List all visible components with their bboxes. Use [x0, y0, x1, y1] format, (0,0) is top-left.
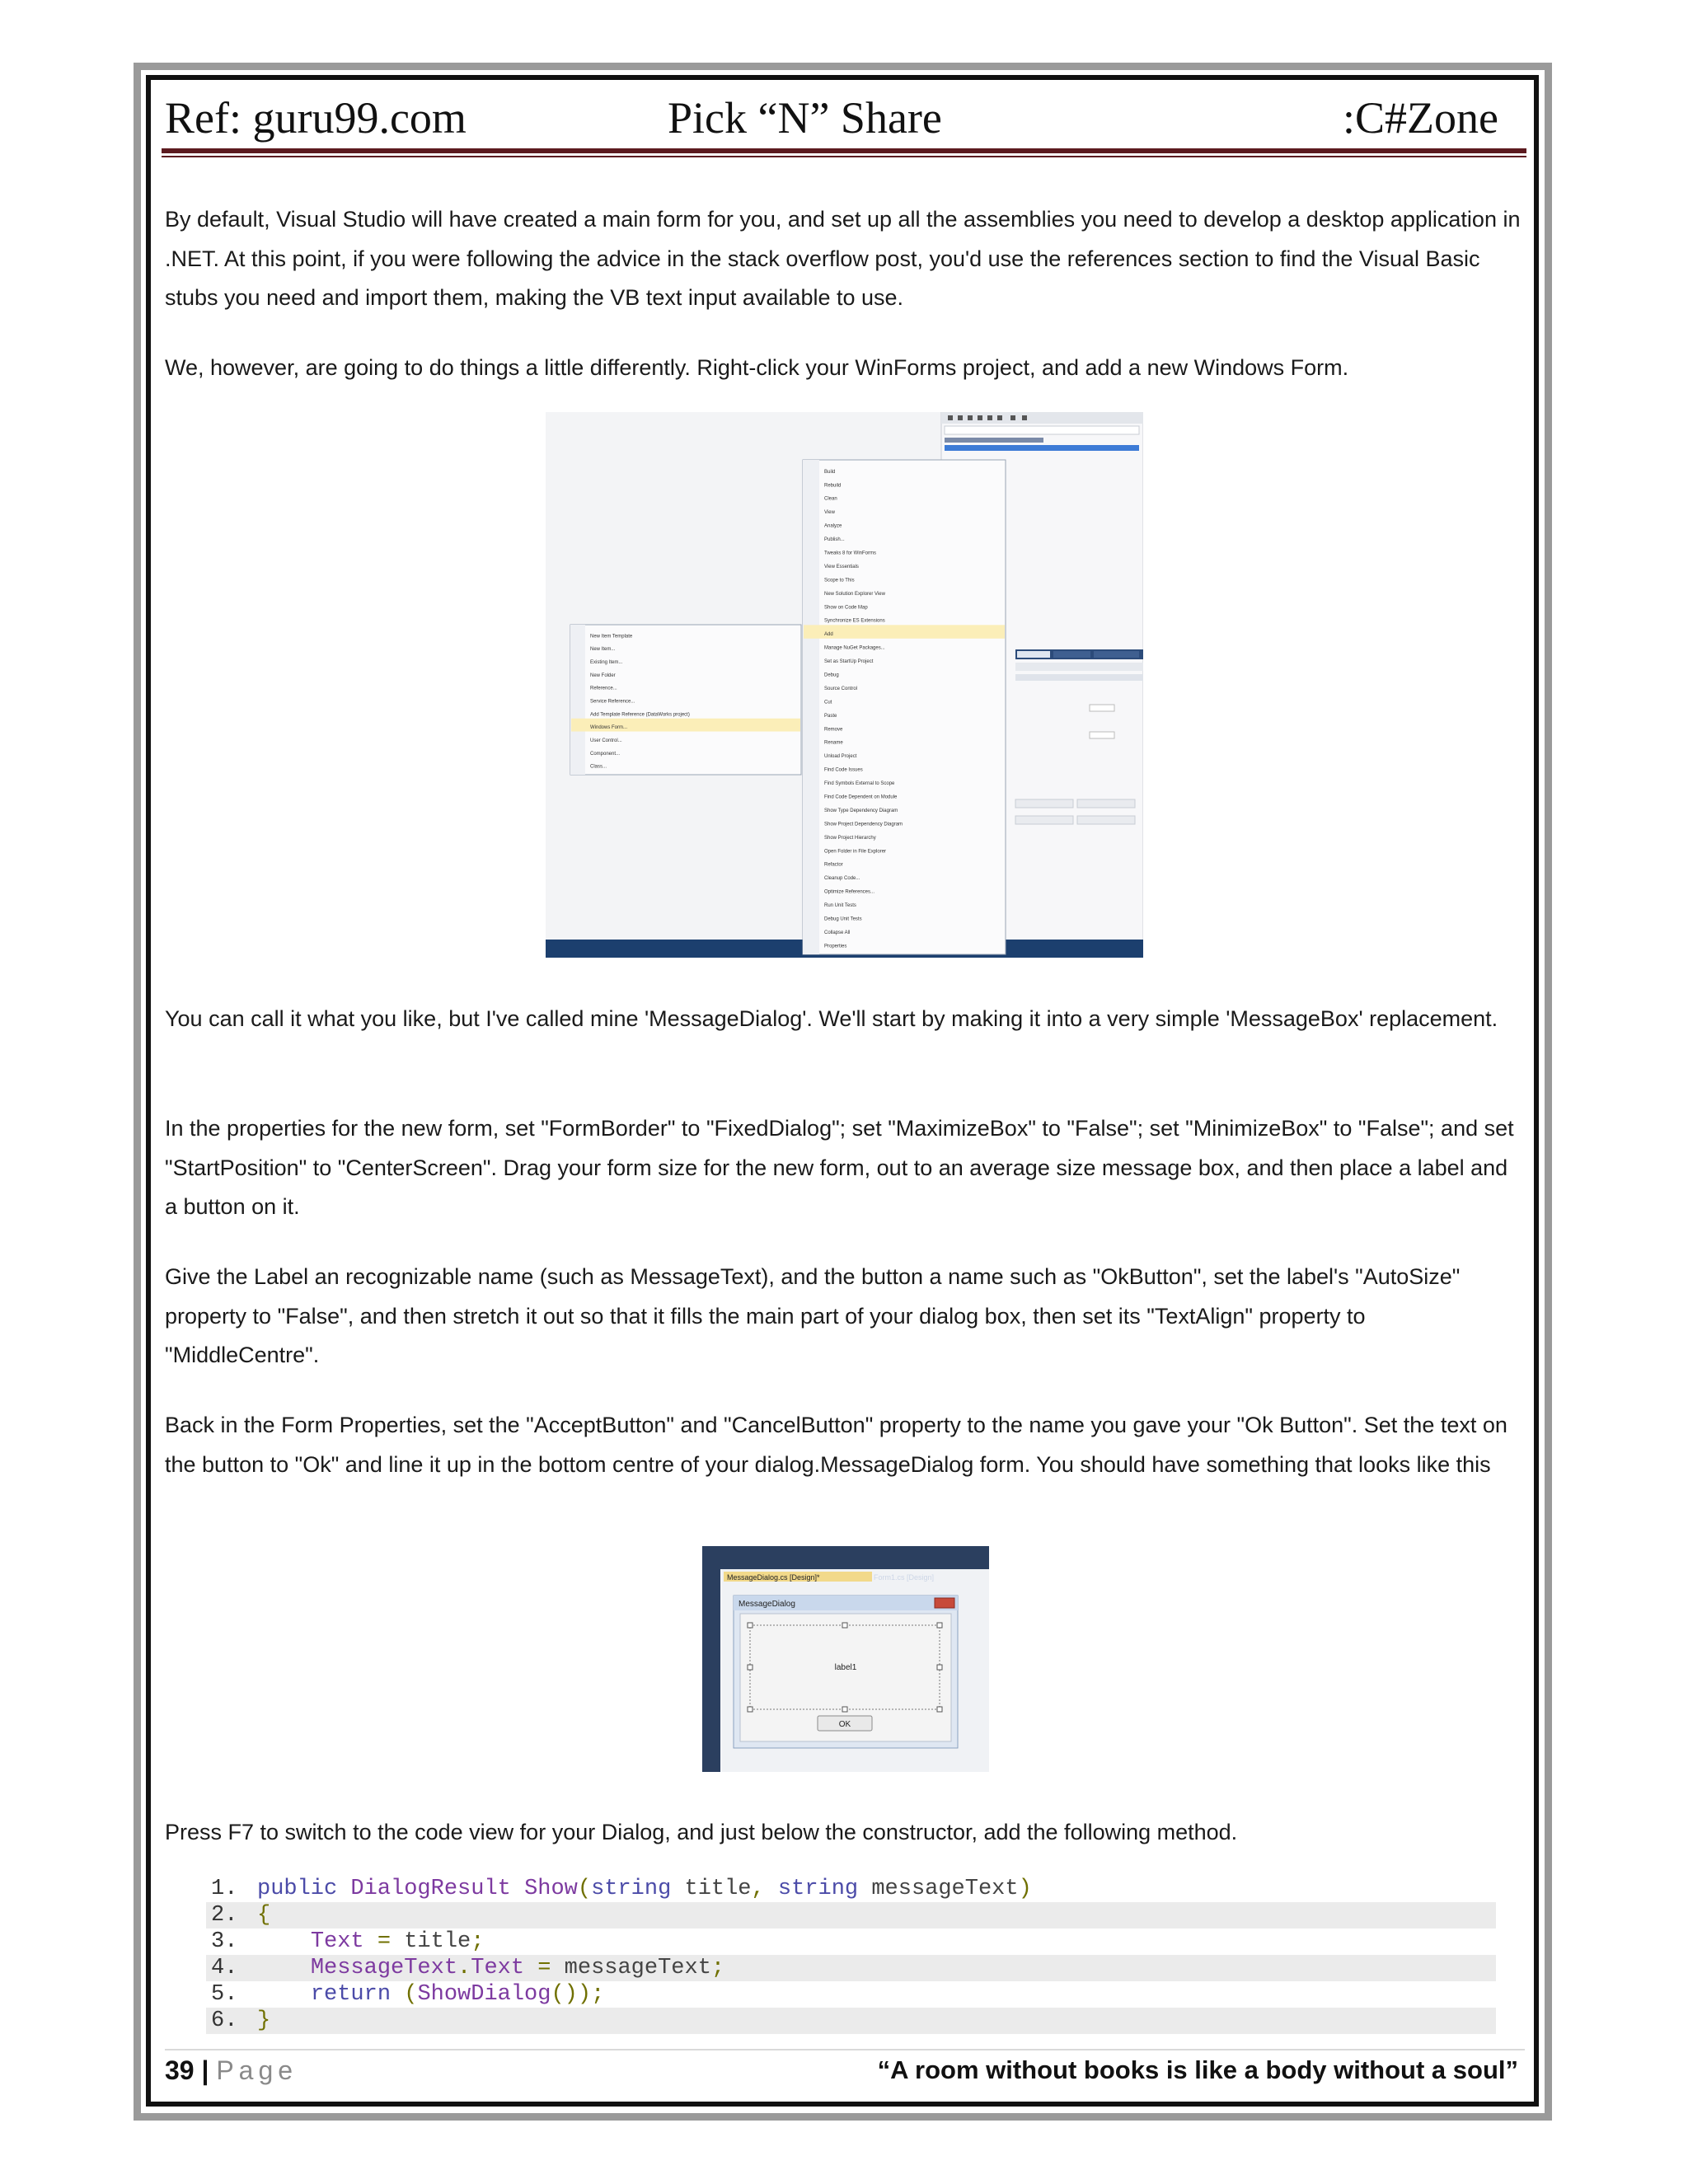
context-menu-item: Paste [824, 713, 837, 719]
vs-context-menu-screenshot [546, 412, 1143, 958]
message-dialog-designer-screenshot [702, 1546, 989, 1772]
context-menu-item: Find Code Dependent on Module [824, 794, 898, 800]
header-rule [162, 148, 1526, 153]
code-line-number: 3. [211, 1929, 238, 1954]
context-menu-item: Scope to This [824, 578, 855, 583]
add-submenu-item: New Folder [590, 673, 616, 678]
context-menu-item: Set as StartUp Project [824, 659, 874, 665]
context-menu-item: Remove [824, 727, 843, 733]
context-menu-item: Run Unit Tests [824, 903, 856, 909]
context-menu-item: Manage NuGet Packages... [824, 645, 885, 651]
add-submenu-item: Component... [590, 751, 621, 757]
context-menu-item: New Solution Explorer View [824, 591, 885, 597]
paragraph-name-form: You can call it what you like, but I've called mine 'MessageDialog'. We'll start by making it into a very simple 'MessageBox' replacement. [165, 1006, 1498, 1031]
add-submenu-item: New Item Template [590, 634, 633, 640]
designer-tab-active: MessageDialog.cs [Design]* [727, 1573, 820, 1582]
context-menu-item: Debug Unit Tests [824, 916, 862, 922]
context-menu-item: Show on Code Map [824, 605, 868, 611]
add-submenu-item: New Item... [590, 647, 616, 653]
add-submenu-item: Class... [590, 764, 607, 770]
context-menu-item: Publish... [824, 537, 845, 543]
code-block [206, 1876, 1496, 2034]
context-menu-item: Source Control [824, 686, 858, 691]
context-menu-item: Collapse All [824, 930, 851, 935]
code-line: 1. public DialogResult Show(string title, string messageText) [211, 1877, 1032, 1901]
header-title: Pick “N” Share [668, 93, 942, 143]
context-menu-item: Find Symbols External to Scope [824, 781, 895, 787]
dialog-close-icon [935, 1598, 954, 1608]
paragraph-label-button: Give the Label an recognizable name (such as MessageText), and the button a name such as "OkButton", set the label's "AutoSize" property to "False", and then stretch it out so that it fills the main part of your dialog box, then set its "TextAlign" property to "MiddleCentre". [165, 1264, 1461, 1367]
context-menu-item: Find Code Issues [824, 767, 863, 773]
footer-rule [165, 2049, 1525, 2050]
add-submenu-item: Service Reference... [590, 699, 635, 705]
footer-quote: “A room without books is like a body without a soul” [877, 2055, 1518, 2084]
code-line: 2. { [206, 1902, 1496, 1929]
context-menu-item: Analyze [824, 523, 842, 529]
context-menu-item: View [824, 510, 835, 516]
designer-tab-inactive: Form1.cs [Design] [874, 1573, 935, 1582]
paragraph-intro: By default, Visual Studio will have created a main form for you, and set up all the assemblies you need to develop a desktop application in .NET. At this point, if you were following the advice in the stack overflow post, you'd use the references section to find the Visual Basic stubs you need and import them, making the VB text input available to use. [165, 207, 1521, 310]
paragraph-code-intro: Press F7 to switch to the code view for your Dialog, and just below the constructor, add the following method. [165, 1820, 1238, 1844]
context-menu-item: Debug [824, 673, 839, 678]
context-menu-item: Add [824, 632, 833, 638]
context-menu-item: Build [824, 469, 836, 475]
context-menu-item: Unload Project [824, 754, 857, 760]
context-menu-item: Rename [824, 740, 843, 746]
code-line-number: 5. [211, 1982, 238, 2007]
paragraph-form-properties: In the properties for the new form, set "FormBorder" to "FixedDialog"; set "MaximizeBox" to "False"; set "MinimizeBox" to "False"; and set "StartPosition" to "CenterScreen". Drag your form size for the new form, out to an average size message box, and then place a label and a button on it. [165, 1116, 1514, 1219]
context-menu-item: Rebuild [824, 483, 842, 489]
code-line: 4. MessageText.Text = messageText; [206, 1955, 1496, 1981]
context-menu-item: Cut [824, 700, 832, 705]
dialog-ok-button: OK [838, 1720, 851, 1729]
dialog-title: MessageDialog [738, 1600, 795, 1609]
context-menu-item: Optimize References... [824, 889, 875, 895]
context-menu-item: Refactor [824, 862, 843, 868]
code-line-number: 4. [211, 1956, 238, 1980]
paragraph-add-form: We, however, are going to do things a little differently. Right-click your WinForms project, and add a new Windows Form. [165, 355, 1349, 380]
code-line: 5. return (ShowDialog()); [211, 1982, 605, 2007]
add-submenu-item: Existing Item... [590, 660, 623, 666]
context-menu-item: Synchronize ES Extensions [824, 618, 885, 624]
context-menu-item: Tweaks 8 for WinForms [824, 551, 877, 556]
context-menu-item: Show Type Dependency Diagram [824, 808, 898, 813]
code-line: 6. } [206, 2008, 1496, 2034]
footer-page-number: 39 | Page [165, 2055, 298, 2085]
header-rule-thin [162, 156, 1526, 157]
add-submenu-item: Add Template Reference (DataWorks project) [590, 712, 690, 718]
add-submenu-item: User Control... [590, 738, 622, 743]
context-menu-highlight [804, 625, 1005, 638]
context-menu-item: Cleanup Code... [824, 876, 860, 882]
context-menu-item: View Essentials [824, 564, 859, 569]
context-menu-item: Show Project Dependency Diagram [824, 822, 903, 827]
add-submenu-item: Windows Form... [590, 725, 628, 731]
code-line-number: 1. [211, 1877, 238, 1901]
dialog-label: label1 [834, 1663, 857, 1672]
context-menu-item: Show Project Hierarchy [824, 835, 876, 841]
code-line-number: 2. [211, 1903, 238, 1928]
code-line: 3. Text = title; [211, 1929, 485, 1954]
header-section: :C#Zone [1343, 93, 1498, 143]
header-reference: Ref: guru99.com [165, 93, 467, 143]
paragraph-accept-cancel: Back in the Form Properties, set the "AcceptButton" and "CancelButton" property to the name you gave your "Ok Button". Set the text on the button to "Ok" and line it up in the bottom centre of your dialog.MessageDialog form. You should have something that looks like this [165, 1413, 1507, 1477]
context-menu-item: Clean [824, 496, 837, 502]
context-menu-item: Properties [824, 944, 847, 949]
code-line-number: 6. [211, 2008, 238, 2033]
context-menu-item: Open Folder in File Explorer [824, 849, 887, 855]
add-submenu-item: Reference... [590, 686, 617, 691]
